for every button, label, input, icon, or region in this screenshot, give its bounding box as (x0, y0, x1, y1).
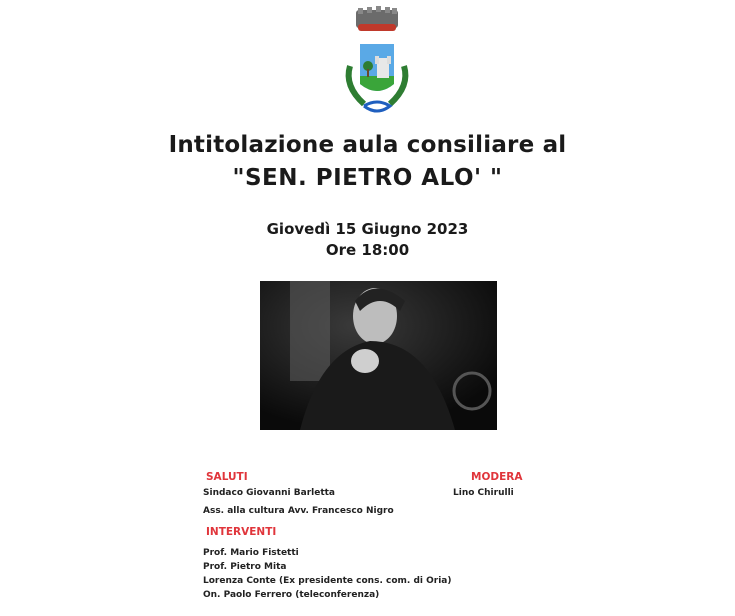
event-title-line2: "SEN. PIETRO ALO' " (232, 165, 503, 191)
event-date: Giovedì 15 Giugno 2023 (266, 220, 469, 238)
saluti-item: Sindaco Giovanni Barletta (203, 488, 336, 498)
event-time: Ore 18:00 (325, 241, 410, 259)
coat-of-arms-icon (336, 6, 418, 120)
interventi-item: Lorenza Conte (Ex presidente cons. com. di Oria) (203, 576, 452, 586)
interventi-heading: INTERVENTI (206, 526, 277, 538)
saluti-heading: SALUTI (206, 471, 248, 483)
interventi-item: Prof. Pietro Mita (203, 562, 287, 572)
saluti-item: Ass. alla cultura Avv. Francesco Nigro (203, 506, 394, 516)
moderator-name: Lino Chirulli (453, 488, 514, 498)
modera-heading: MODERA (471, 471, 523, 483)
interventi-item: On. Paolo Ferrero (teleconferenza) (203, 590, 380, 600)
portrait-photo (260, 281, 497, 430)
event-title-line1: Intitolazione aula consiliare al (168, 132, 567, 158)
interventi-item: Prof. Mario Fistetti (203, 548, 299, 558)
